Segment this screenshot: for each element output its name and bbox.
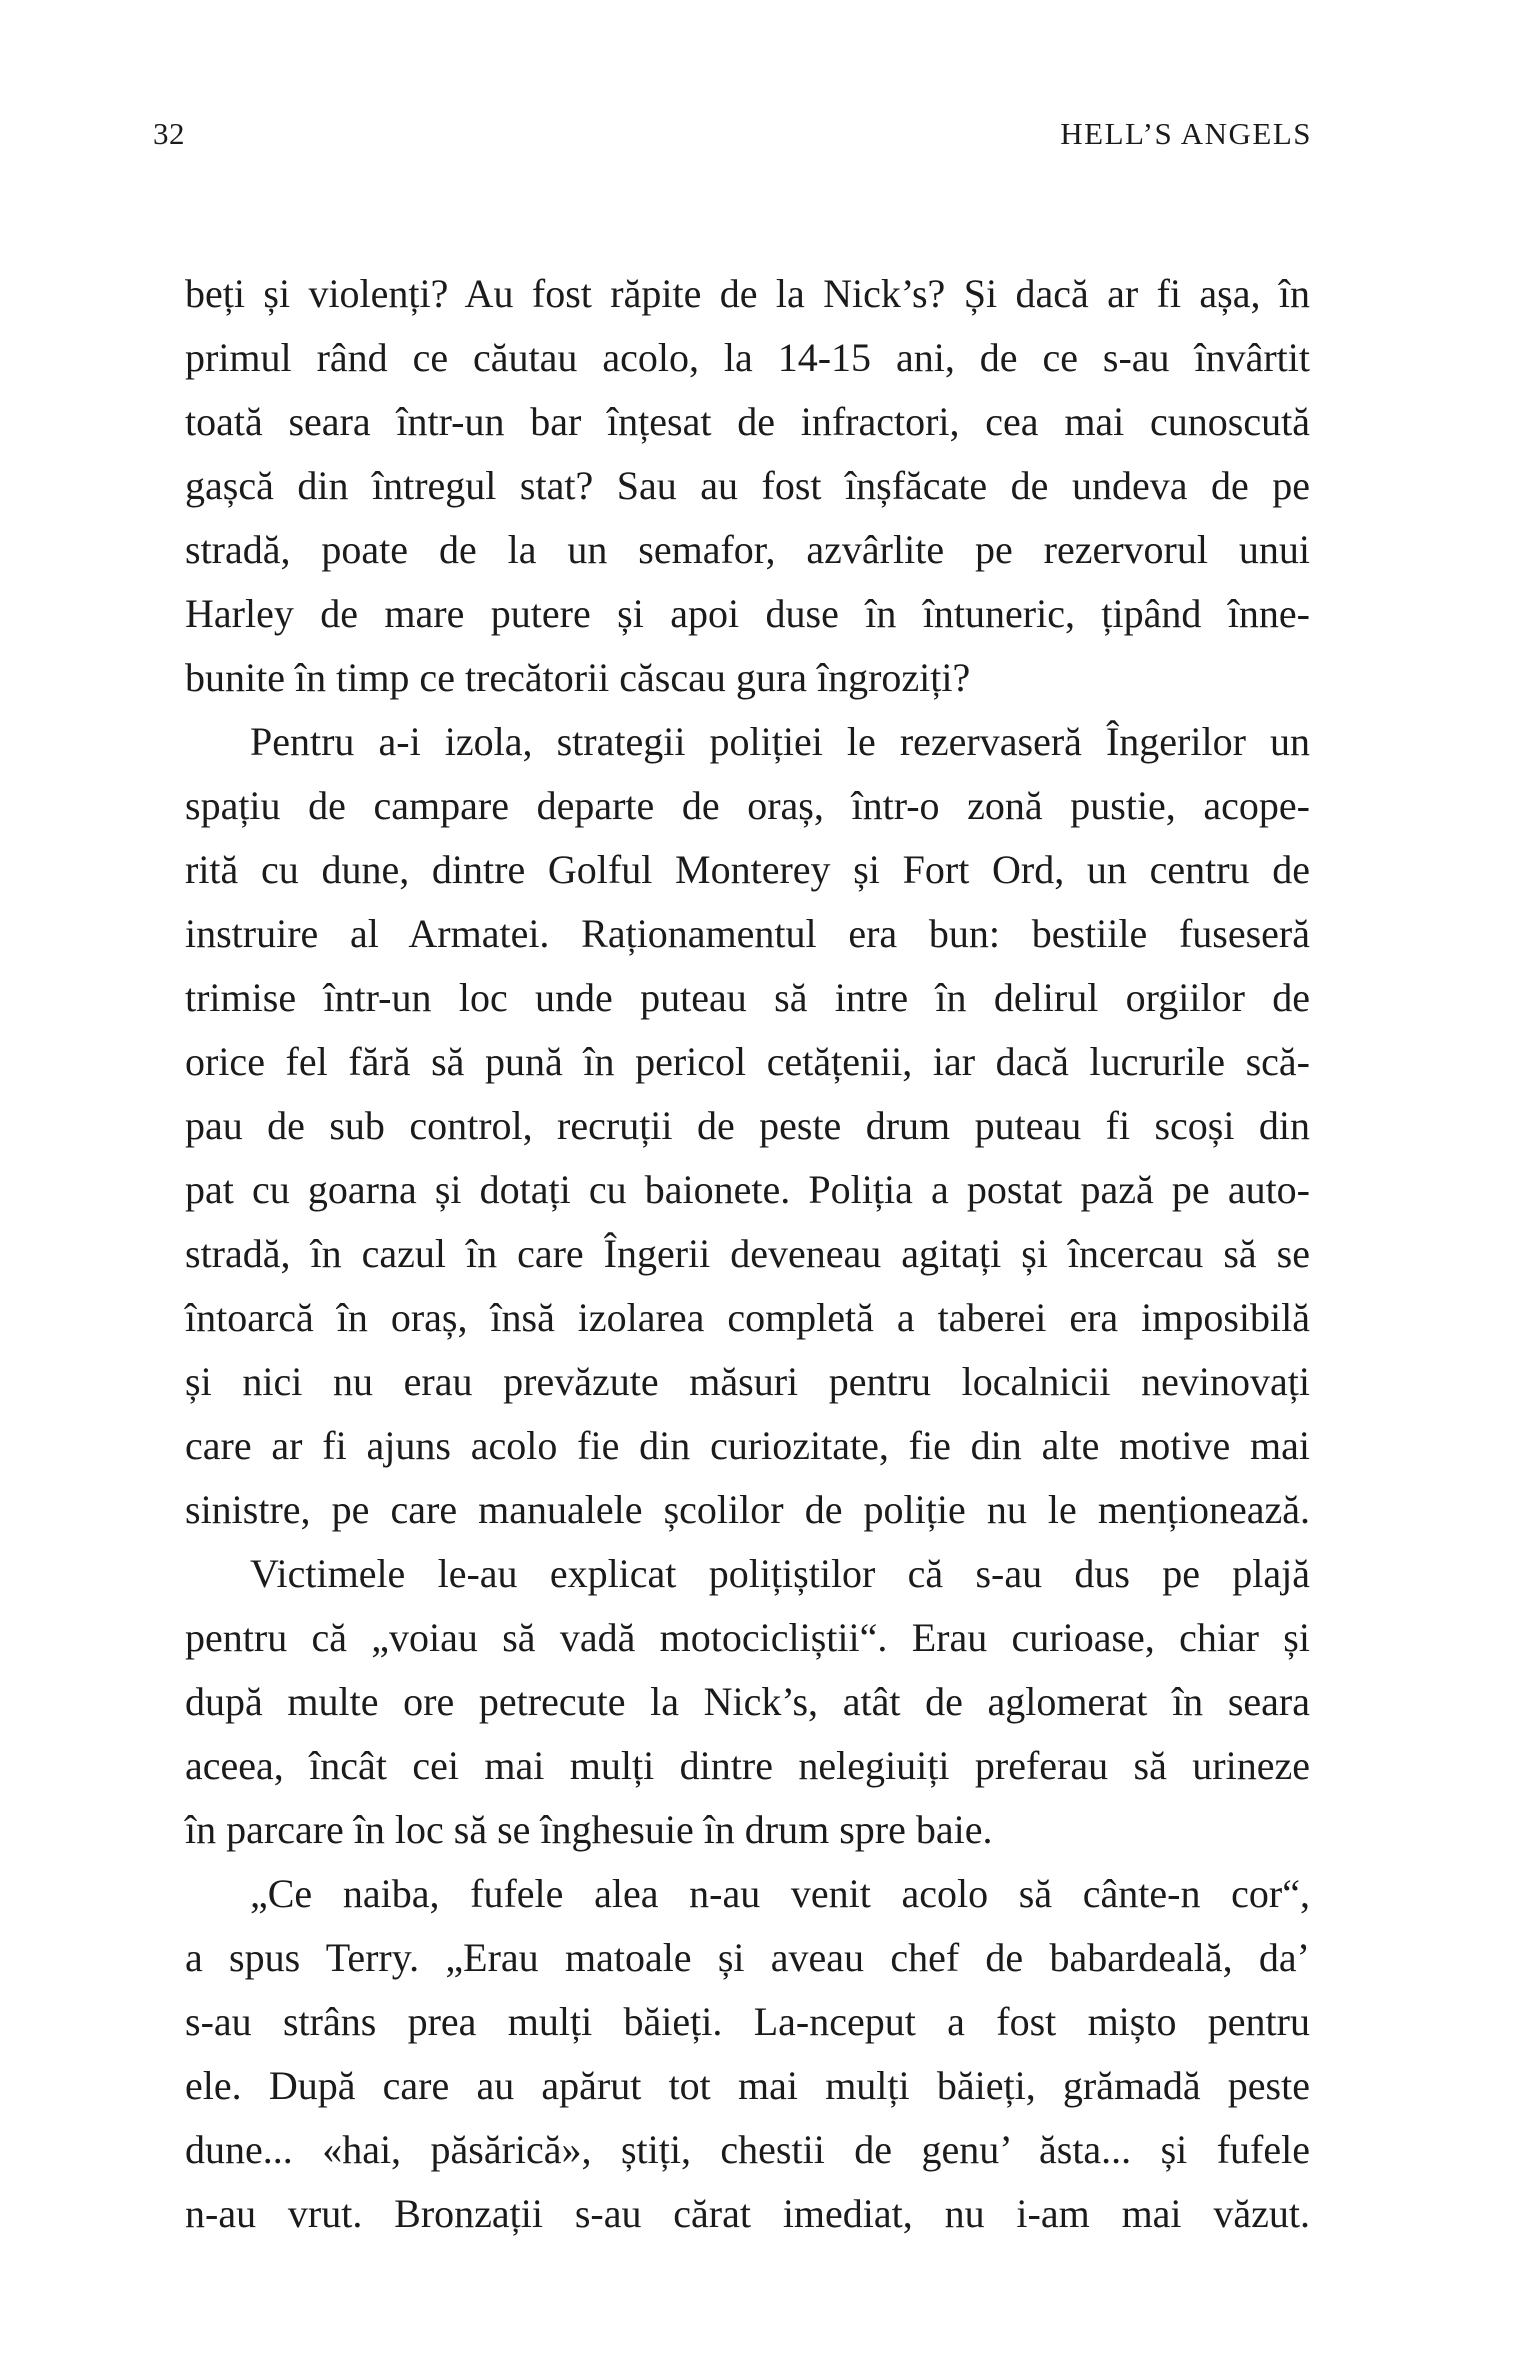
text-line: Pentru a-i izola, strategii poliției le rezervaseră Îngerilor un — [250, 719, 1310, 764]
text-line: după multe ore petrecute la Nick’s, atât de aglomerat în seara — [185, 1679, 1310, 1724]
text-line: pat cu goarna și dotați cu baionete. Poliția a postat pază pe auto- — [185, 1167, 1310, 1212]
text-line: bunite în timp ce trecătorii căscau gura îngroziți? — [185, 655, 971, 700]
body-text — [185, 262, 1310, 2246]
text-line: întoarcă în oraș, însă izolarea completă a taberei era imposibilă — [185, 1295, 1310, 1340]
text-line: rită cu dune, dintre Golful Monterey și Fort Ord, un centru de — [185, 847, 1310, 892]
text-line: spațiu de campare departe de oraș, într-o zonă pustie, acope- — [185, 783, 1310, 828]
text-line: n-au vrut. Bronzații s-au cărat imediat, nu i-am mai văzut. — [185, 2191, 1310, 2236]
text-line: stradă, în cazul în care Îngerii deveneau agitați și încercau să se — [185, 1231, 1310, 1276]
text-line: primul rând ce căutau acolo, la 14-15 ani, de ce s-au învârtit — [185, 335, 1310, 380]
text-line: care ar fi ajuns acolo fie din curiozitate, fie din alte motive mai — [185, 1423, 1310, 1468]
text-line: gașcă din întregul stat? Sau au fost înșfăcate de undeva de pe — [185, 463, 1310, 508]
text-line: pentru că „voiau să vadă motocicliștii“. Erau curioase, chiar și — [185, 1615, 1310, 1660]
running-header — [153, 118, 1312, 149]
text-line: Victimele le-au explicat polițiștilor că s-au dus pe plajă — [250, 1551, 1310, 1596]
text-line: trimise într-un loc unde puteau să intre în delirul orgiilor de — [185, 975, 1310, 1020]
text-line: orice fel fără să pună în pericol cetățenii, iar dacă lucrurile scă- — [185, 1039, 1310, 1084]
text-line: Harley de mare putere și apoi duse în întuneric, țipând înne- — [185, 591, 1310, 636]
page-number: 32 — [153, 116, 185, 151]
text-line: dune... «hai, păsărică», știți, chestii de genu’ ăsta... și fufele — [185, 2127, 1310, 2172]
text-line: aceea, încât cei mai mulți dintre nelegiuiți preferau să urineze — [185, 1743, 1310, 1788]
text-line: stradă, poate de la un semafor, azvârlite pe rezervorul unui — [185, 527, 1310, 572]
text-line: instruire al Armatei. Raționamentul era bun: bestiile fuseseră — [185, 911, 1310, 956]
text-line: toată seara într-un bar înțesat de infractori, cea mai cunoscută — [185, 399, 1310, 444]
text-line: ele. După care au apărut tot mai mulți băieți, grămadă peste — [185, 2063, 1310, 2108]
text-line: s-au strâns prea mulți băieți. La-nceput a fost mișto pentru — [185, 1999, 1310, 2044]
text-line: beți și violenți? Au fost răpite de la Nick’s? Și dacă ar fi așa, în — [185, 271, 1310, 316]
text-line: sinistre, pe care manualele școlilor de poliție nu le menționează. — [185, 1487, 1310, 1532]
text-line: și nici nu erau prevăzute măsuri pentru localnicii nevinovați — [185, 1359, 1310, 1404]
text-line: pau de sub control, recruții de peste drum puteau fi scoși din — [185, 1103, 1310, 1148]
running-head-title: HELL’S ANGELS — [1060, 116, 1312, 151]
text-line: a spus Terry. „Erau matoale și aveau chef de babardeală, da’ — [185, 1935, 1310, 1980]
text-line: în parcare în loc să se înghesuie în drum spre baie. — [185, 1807, 993, 1852]
text-line: „Ce naiba, fufele alea n-au venit acolo să cânte-n cor“, — [250, 1871, 1310, 1916]
